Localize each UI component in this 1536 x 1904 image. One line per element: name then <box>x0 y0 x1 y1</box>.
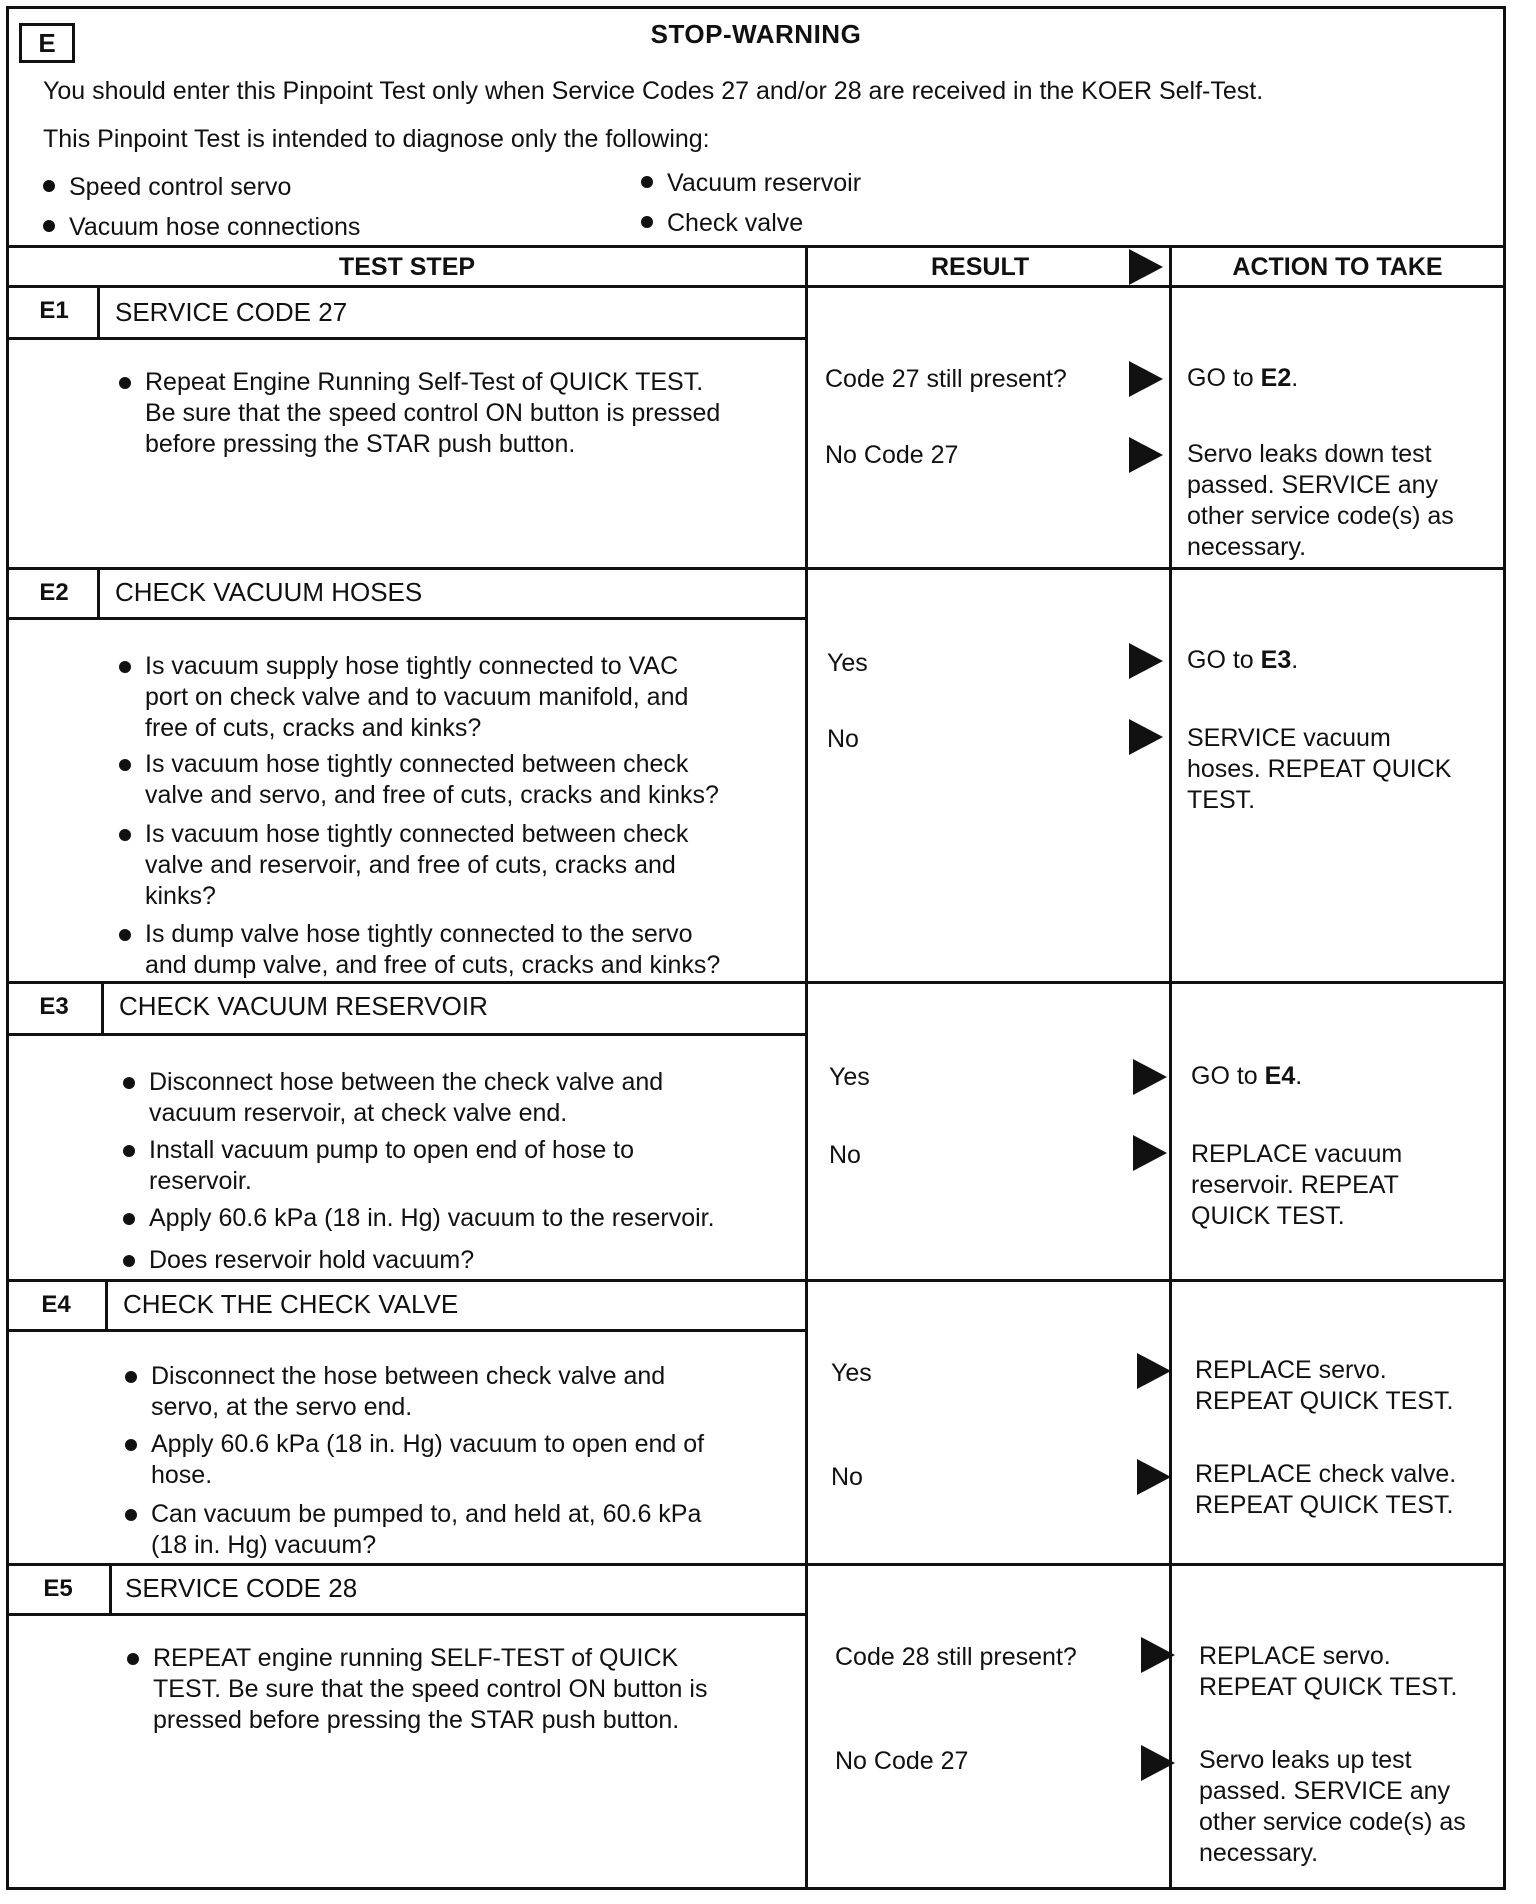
test-instruction <box>125 1499 701 1561</box>
result-label: Code 28 still present? <box>835 1643 1077 1671</box>
arrow-right-icon <box>1129 719 1163 755</box>
result-label: No <box>827 725 859 753</box>
instruction-text: Is vacuum supply hose tightly connected to VAC port on check valve and to vacuum manifold, and free of cuts, cracks and kinks? <box>145 652 689 742</box>
result-label: No Code 27 <box>825 441 959 469</box>
step-id-divider <box>105 1279 108 1331</box>
instruction-text: Can vacuum be pumped to, and held at, 60.6 kPa (18 in. Hg) vacuum? <box>151 1500 702 1559</box>
step-id: E5 <box>43 1575 73 1602</box>
bullet-dot-icon <box>125 1371 137 1383</box>
step-title-rule <box>9 1613 805 1616</box>
action-text: REPLACE vacuum reservoir. REPEAT QUICK TEST. <box>1191 1140 1403 1230</box>
instruction-text: Install vacuum pump to open end of hose to reservoir. <box>149 1136 635 1195</box>
test-instruction <box>127 1643 707 1736</box>
page-title: STOP-WARNING <box>650 19 862 49</box>
column-header-result: RESULT <box>931 252 1030 281</box>
test-instruction <box>119 367 720 460</box>
bullet-dot-icon <box>119 377 131 389</box>
bullet-dot-icon <box>125 1509 137 1521</box>
arrow-right-icon <box>1141 1745 1175 1781</box>
instruction-text: Disconnect the hose between check valve and servo, at the servo end. <box>151 1362 666 1421</box>
arrow-right-icon <box>1129 249 1163 285</box>
action-prefix: GO to <box>1191 1062 1265 1090</box>
bullet-dot-icon <box>123 1213 135 1225</box>
instruction-text: Apply 60.6 kPa (18 in. Hg) vacuum to open end of hose. <box>151 1430 705 1489</box>
action-text: REPLACE servo. REPEAT QUICK TEST. <box>1195 1356 1454 1415</box>
action-text: Servo leaks up test passed. SERVICE any other service code(s) as necessary. <box>1199 1746 1466 1867</box>
instruction-text: Does reservoir hold vacuum? <box>149 1246 475 1274</box>
action-suffix: . <box>1295 1062 1303 1090</box>
action-prefix: GO to <box>1187 646 1261 674</box>
step-title-rule <box>9 1329 805 1332</box>
result-label: Yes <box>829 1063 870 1091</box>
result-label: No Code 27 <box>835 1747 969 1775</box>
instruction-text: Disconnect hose between the check valve and vacuum reservoir, at check valve end. <box>149 1068 664 1127</box>
bullet-dot-icon <box>641 216 653 228</box>
test-instruction <box>123 1245 474 1276</box>
action-text <box>1187 363 1298 394</box>
bullet-item <box>641 209 803 238</box>
step-title: CHECK THE CHECK VALVE <box>123 1289 459 1319</box>
action-suffix: . <box>1291 646 1299 674</box>
step-id: E2 <box>39 579 69 606</box>
bullet-dot-icon <box>119 929 131 941</box>
step-separator <box>9 567 1503 570</box>
step-id-divider <box>109 1563 112 1615</box>
step-title-rule <box>9 1033 805 1036</box>
test-instruction <box>119 819 688 912</box>
instruction-text: Is dump valve hose tightly connected to the servo and dump valve, and free of cuts, cracks and kinks? <box>145 920 721 979</box>
arrow-right-icon <box>1141 1637 1175 1673</box>
result-label: Yes <box>831 1359 872 1387</box>
bullet-dot-icon <box>119 829 131 841</box>
test-instruction <box>125 1361 665 1423</box>
test-instruction <box>125 1429 704 1491</box>
test-instruction <box>123 1203 715 1234</box>
arrow-right-icon <box>1129 643 1163 679</box>
instruction-text: Is vacuum hose tightly connected between check valve and reservoir, and free of cuts, cracks and kinks? <box>145 820 689 910</box>
test-instruction <box>119 651 688 744</box>
step-reference: E2 <box>1260 364 1292 392</box>
bullet-item <box>43 173 291 202</box>
bullet-dot-icon <box>43 180 55 192</box>
step-id-divider <box>97 285 100 339</box>
step-id: E1 <box>39 297 69 324</box>
result-label: Code 27 still present? <box>825 365 1067 393</box>
action-text: SERVICE vacuum hoses. REPEAT QUICK TEST. <box>1187 724 1452 814</box>
bullet-label: Check valve <box>667 209 804 237</box>
bullet-label: Speed control servo <box>69 173 292 201</box>
action-text: REPLACE check valve. REPEAT QUICK TEST. <box>1195 1460 1457 1519</box>
bullet-dot-icon <box>119 661 131 673</box>
arrow-right-icon <box>1129 437 1163 473</box>
arrow-right-icon <box>1137 1459 1171 1495</box>
step-title: SERVICE CODE 27 <box>115 297 348 327</box>
bullet-dot-icon <box>125 1439 137 1451</box>
step-title: CHECK VACUUM RESERVOIR <box>119 991 488 1021</box>
instruction-text: Is vacuum hose tightly connected between check valve and servo, and free of cuts, cracks and kinks? <box>145 750 719 809</box>
test-instruction <box>123 1135 634 1197</box>
action-text: REPLACE servo. REPEAT QUICK TEST. <box>1199 1642 1458 1701</box>
test-instruction <box>119 749 719 811</box>
bullet-dot-icon <box>123 1255 135 1267</box>
arrow-right-icon <box>1133 1135 1167 1171</box>
step-title: SERVICE CODE 28 <box>125 1573 358 1603</box>
step-id-divider <box>101 981 104 1035</box>
intro-line-2: This Pinpoint Test is intended to diagnose only the following: <box>43 125 710 153</box>
bullet-item <box>43 213 360 242</box>
step-id: E3 <box>39 993 69 1020</box>
bullet-dot-icon <box>641 176 653 188</box>
step-title-rule <box>9 617 805 620</box>
test-instruction <box>119 919 720 981</box>
action-suffix: . <box>1291 364 1299 392</box>
column-header-test-step: TEST STEP <box>338 252 476 281</box>
intro-line-1: You should enter this Pinpoint Test only when Service Codes 27 and/or 28 are received in the KOER Self-Test. <box>43 77 1264 105</box>
step-reference: E4 <box>1264 1062 1296 1090</box>
bullet-dot-icon <box>123 1145 135 1157</box>
instruction-text: Repeat Engine Running Self-Test of QUICK TEST. Be sure that the speed control ON button is pressed before pressing the STAR push button. <box>145 368 721 458</box>
column-divider-result <box>805 245 808 1887</box>
step-id-divider <box>97 567 100 619</box>
pinpoint-test-sheet <box>6 6 1506 1890</box>
step-id: E4 <box>41 1291 71 1318</box>
arrow-right-icon <box>1137 1353 1171 1389</box>
bullet-label: Vacuum hose connections <box>69 213 361 241</box>
bullet-item <box>641 169 861 198</box>
step-title-rule <box>9 337 805 340</box>
bullet-dot-icon <box>127 1653 139 1665</box>
action-prefix: GO to <box>1187 364 1261 392</box>
step-separator <box>9 1563 1503 1566</box>
step-separator <box>9 981 1503 984</box>
step-reference: E3 <box>1260 646 1292 674</box>
instruction-text: REPEAT engine running SELF-TEST of QUICK TEST. Be sure that the speed control ON button is pressed before pressing the STAR push button. <box>153 1644 708 1734</box>
result-label: Yes <box>827 649 868 677</box>
arrow-right-icon <box>1133 1059 1167 1095</box>
instruction-text: Apply 60.6 kPa (18 in. Hg) vacuum to the reservoir. <box>149 1204 715 1232</box>
bullet-label: Vacuum reservoir <box>667 169 862 197</box>
result-label: No <box>829 1141 861 1169</box>
bullet-dot-icon <box>43 220 55 232</box>
test-instruction <box>123 1067 663 1129</box>
action-text <box>1191 1061 1302 1092</box>
column-header-action: ACTION TO TAKE <box>1232 252 1443 281</box>
bullet-dot-icon <box>119 759 131 771</box>
action-text: Servo leaks down test passed. SERVICE any other service code(s) as necessary. <box>1187 440 1454 561</box>
action-text <box>1187 645 1298 676</box>
bullet-dot-icon <box>123 1077 135 1089</box>
result-label: No <box>831 1463 863 1491</box>
arrow-right-icon <box>1129 361 1163 397</box>
step-separator <box>9 1279 1503 1282</box>
step-title: CHECK VACUUM HOSES <box>115 577 423 607</box>
test-code: E <box>38 27 56 58</box>
